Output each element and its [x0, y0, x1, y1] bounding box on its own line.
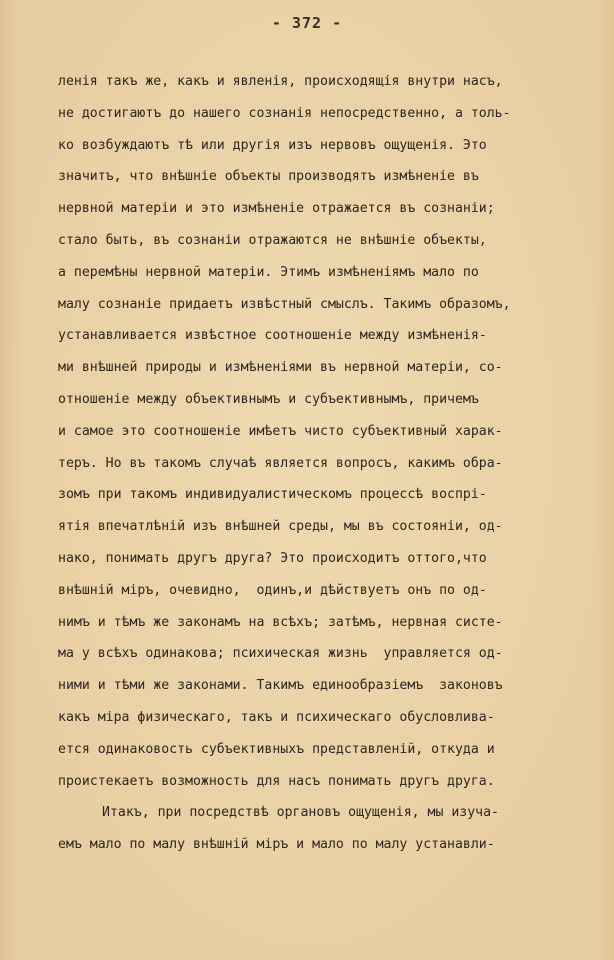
- text-line: ятія впечатлѣній изъ внѣшней среды, мы въ состояніи, од-: [58, 519, 503, 535]
- text-line: нимъ и тѣмъ же законамъ на всѣхъ; затѣмъ, нервная систе-: [58, 614, 503, 630]
- text-line: ется одинаковость субъективныхъ представленій, откуда и: [58, 741, 495, 757]
- text-line: емъ мало по малу внѣшній міръ и мало по малу устанавли-: [58, 837, 495, 853]
- text-line: ленія такъ же, какъ и явленія, происходящія внутри насъ,: [58, 74, 503, 89]
- text-line: проистекаетъ возможность для насъ понимать другъ друга.: [58, 773, 495, 789]
- body-text: [58, 66, 606, 861]
- text-line: какъ міра физическаго, такъ и психическаго обусловлива-: [58, 709, 495, 725]
- text-line: теръ. Но въ такомъ случаѣ является вопросъ, какимъ обра-: [58, 455, 503, 471]
- text-line: нервной матеріи и это измѣненіе отражается въ сознаніи;: [58, 201, 495, 217]
- text-line: а перемѣны нервной матеріи. Этимъ измѣненіямъ мало по: [58, 264, 479, 280]
- text-line: ма у всѣхъ одинакова; психическая жизнь управляется од-: [58, 646, 503, 662]
- text-line: отношеніе между объективнымъ и субъективнымъ, причемъ: [58, 391, 479, 407]
- text-line: малу сознаніе придаетъ извѣстный смыслъ. Такимъ образомъ,: [58, 296, 511, 312]
- page-number: - 372 -: [271, 14, 343, 32]
- text-line: стало быть, въ сознаніи отражаются не внѣшніе объекты,: [58, 232, 487, 248]
- text-line: ними и тѣми же законами. Такимъ единообразіемъ законовъ: [58, 678, 503, 694]
- text-line: внѣшній міръ, очевидно, одинъ,и дѣйствуетъ онъ по од-: [58, 582, 487, 598]
- text-line: устанавливается извѣстное соотношеніе между измѣненія-: [58, 328, 487, 344]
- paragraph-first-line: Итакъ, при посредствѣ органовъ ощущенія, мы изуча-: [102, 805, 499, 821]
- text-line: и самое это соотношеніе имѣетъ чисто субъективный харак-: [58, 423, 503, 439]
- text-line: ми внѣшней природы и измѣненіями въ нервной матеріи, со-: [58, 360, 503, 376]
- text-line: зомъ при такомъ индивидуалистическомъ процессѣ воспрі-: [58, 487, 487, 503]
- text-line: не достигаютъ до нашего сознанія непосредственно, а толь-: [58, 105, 511, 121]
- text-line: ко возбуждаютъ тѣ или другія изъ нервовъ ощущенія. Это: [58, 137, 487, 153]
- text-line: нако, понимать другъ друга? Это происходитъ оттого,что: [58, 550, 487, 566]
- text-line: значитъ, что внѣшніе объекты производятъ измѣненіе въ: [58, 169, 479, 185]
